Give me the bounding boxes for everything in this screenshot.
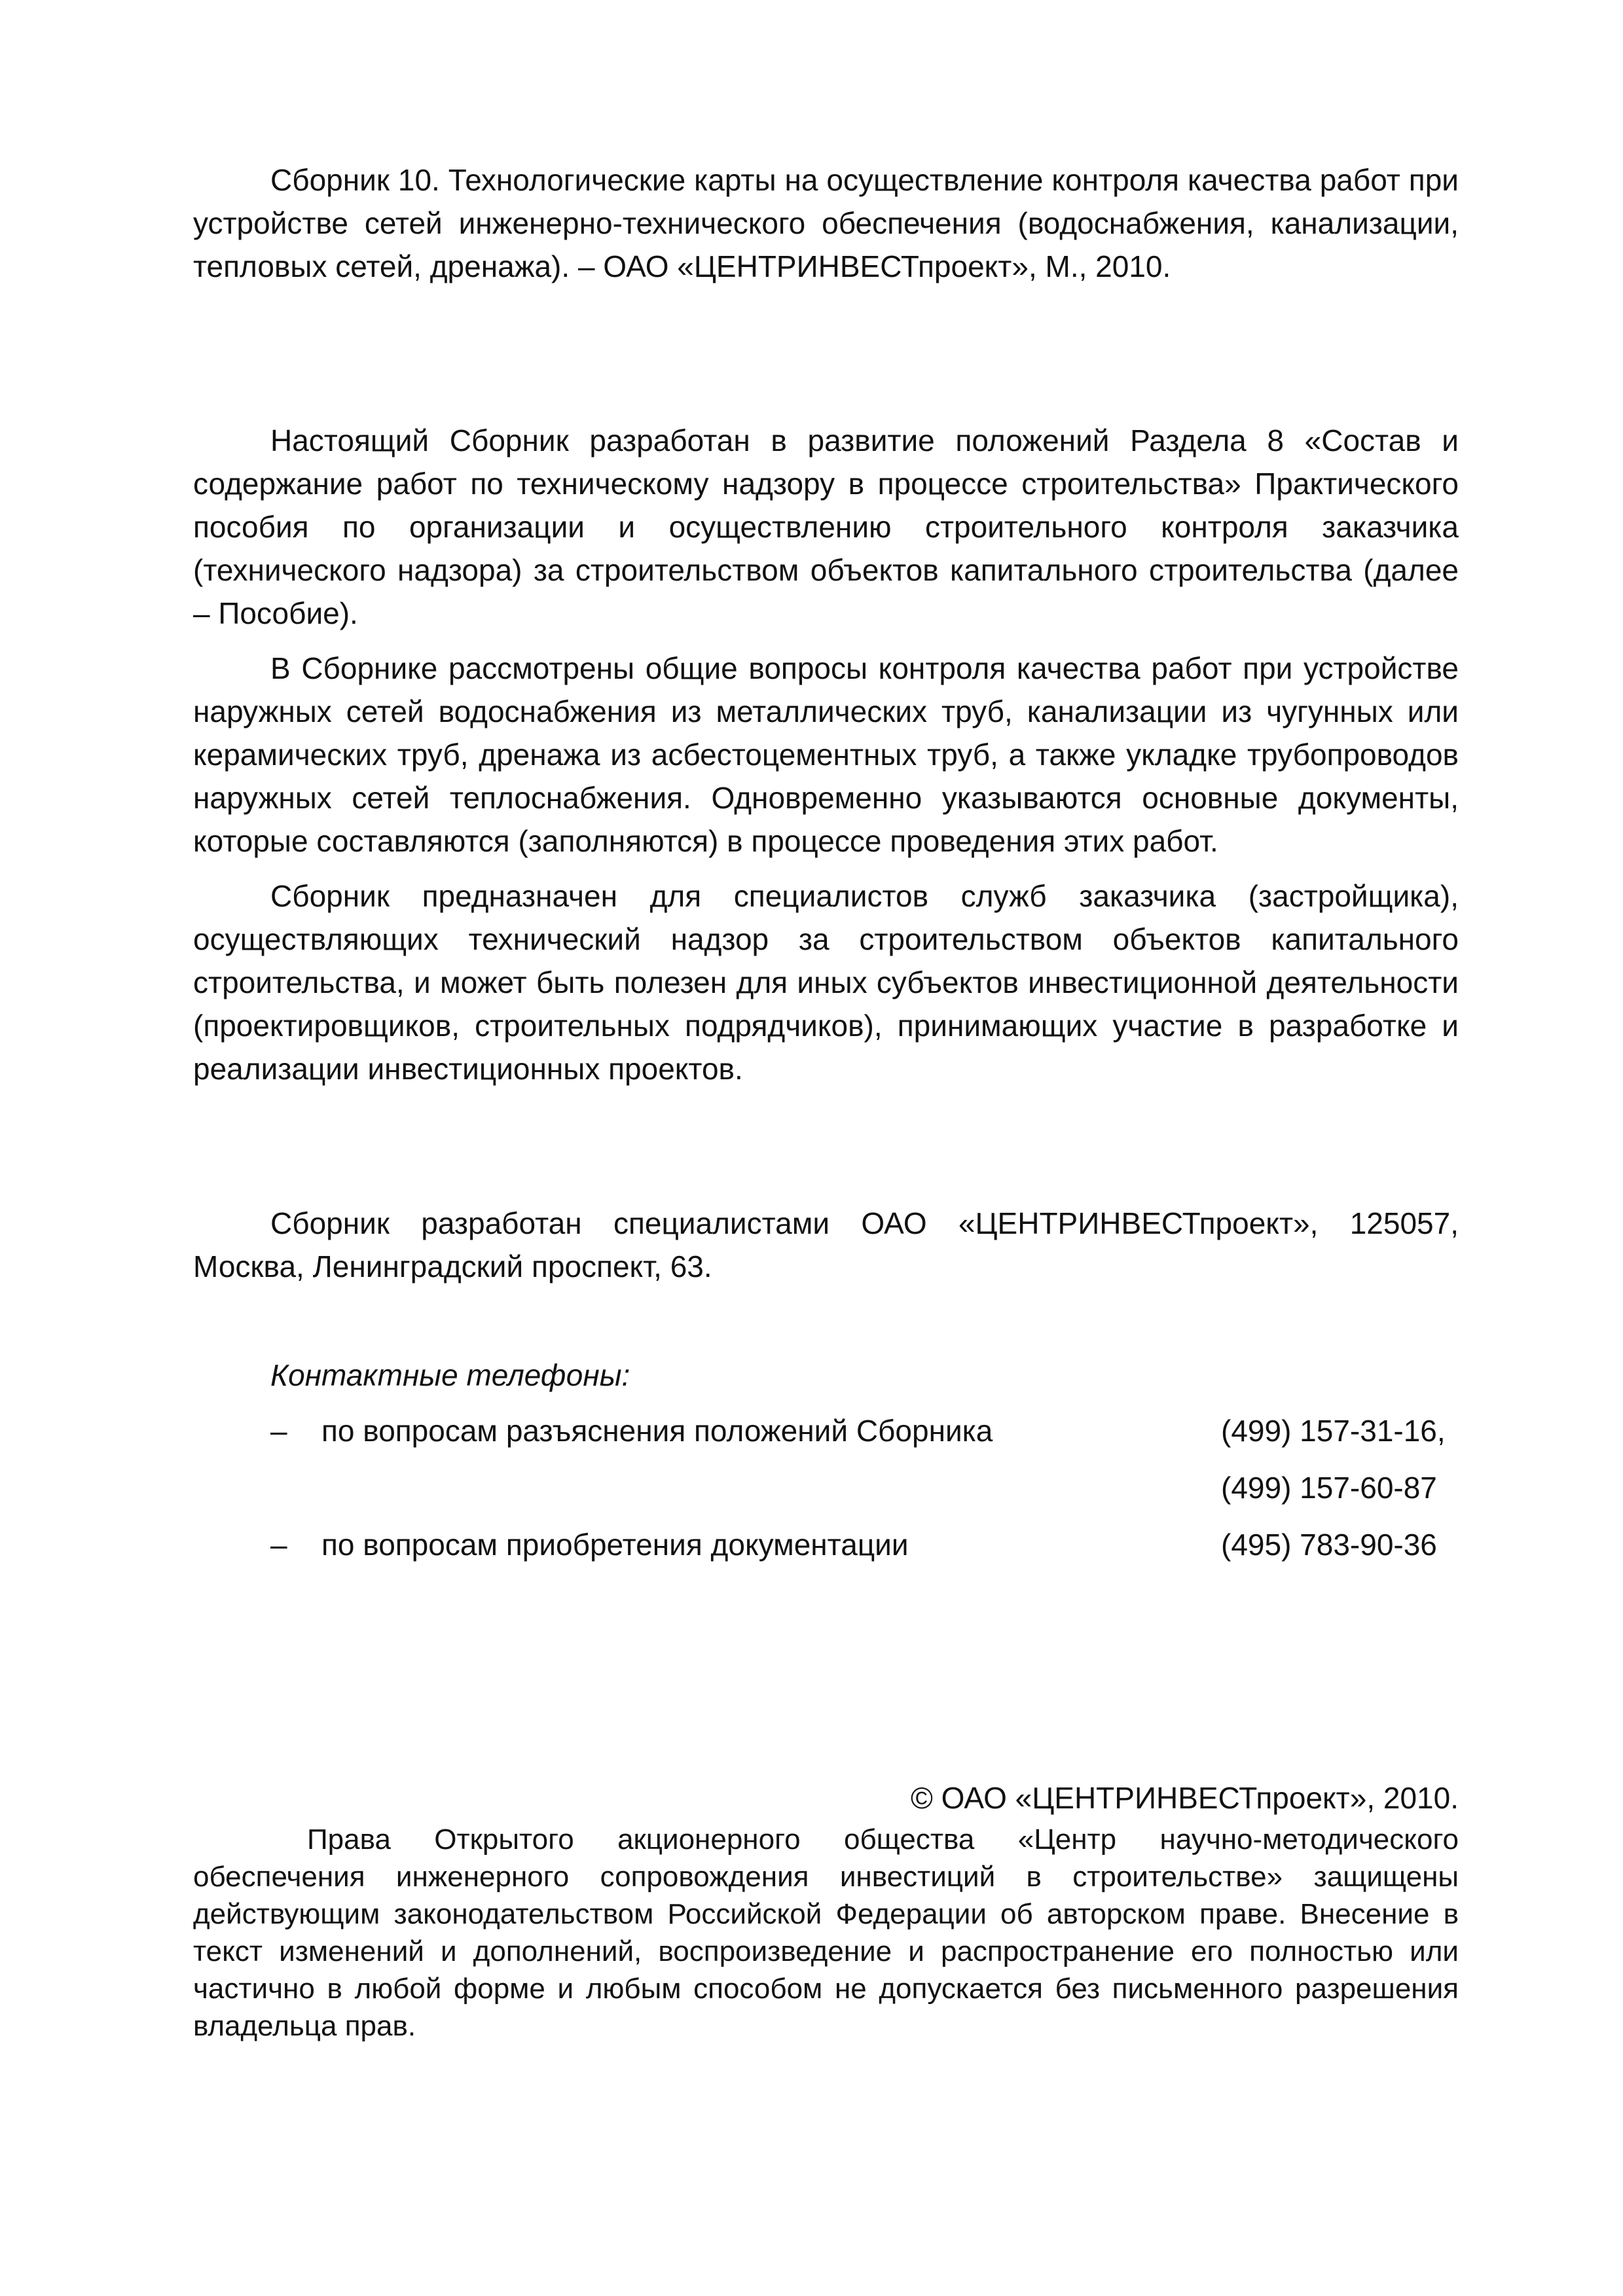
contacts-title: Контактные телефоны: [270,1358,630,1392]
contact-row [270,1523,1459,1566]
intro-paragraph-3: Сборник предназначен для специалистов служб заказчика (застройщика), осуществляющих технический надзор за строительством объектов капитального строительства, и может быть полезен для иных субъектов инвестиционной деятельности (проектировщиков, строительных подрядчиков), принимающих участие в разработке и реализации инвестиционных проектов. [193,879,1459,1086]
contact-phone: (499) 157-31-16, [1221,1414,1446,1448]
copyright-line: © ОАО «ЦЕНТРИНВЕСТпроект», 2010. [910,1781,1459,1815]
contact-label: по вопросам разъяснения положений Сборника [321,1414,993,1448]
contact-phone: (499) 157-60-87 [1221,1471,1437,1505]
intro-paragraph-2: В Сборнике рассмотрены общие вопросы контроля качества работ при устройстве наружных сетей водоснабжения из металлических труб, канализации из чугунных или керамических труб, дренажа из асбестоцементных труб, а также укладке трубопроводов наружных сетей теплоснабжения. Одновременно указываются основные документы, которые составляются (заполняются) в процессе проведения этих работ. [193,651,1459,858]
bibliography-text: Сборник 10. Технологические карты на осуществление контроля качества работ при устройстве сетей инженерно-технического обеспечения (водоснабжения, канализации, тепловых сетей, дренажа). – ОАО «ЦЕНТРИНВЕСТпроект», М., 2010. [193,163,1459,283]
developer-text: Сборник разработан специалистами ОАО «ЦЕНТРИНВЕСТпроект», 125057, Москва, Ленинградский проспект, 63. [193,1206,1459,1283]
list-dash: – [270,1528,287,1562]
developer-block [193,1202,1459,1288]
intro-section [193,419,1459,1090]
rights-text: Права Открытого акционерного общества «Центр научно-методического обеспечения инженерного сопровождения инвестиций в строительстве» защищены действующим законодательством Российской Федерации об авторском праве. Внесение в текст изменений и дополнений, воспроизведение и распространение его полностью или частично в любой форме и любым способом не допускается без письменного разрешения владельца прав. [193,1823,1459,2042]
contact-row [270,1466,1459,1509]
contact-phone: (495) 783-90-36 [1221,1528,1437,1562]
bibliography-block [193,158,1459,288]
list-dash: – [270,1414,287,1448]
rights-block [193,1821,1459,2045]
contact-label: по вопросам приобретения документации [321,1528,909,1562]
contact-row [270,1409,1459,1452]
intro-paragraph-1: Настоящий Сборник разработан в развитие положений Раздела 8 «Состав и содержание работ по техническому надзору в процессе строительства» Практического пособия по организации и осуществлению строительного контроля заказчика (технического надзора) за строительством объектов капитального строительства (далее – Пособие). [193,423,1459,630]
